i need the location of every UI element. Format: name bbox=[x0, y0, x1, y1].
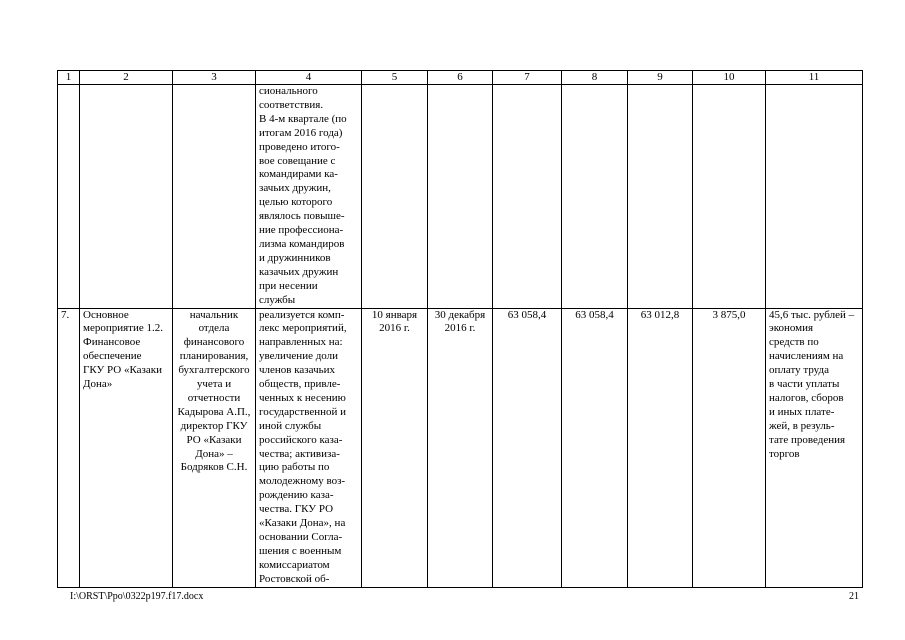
text-line: соответствия. bbox=[259, 98, 324, 111]
text-line: чества; активиза- bbox=[259, 447, 340, 460]
cell-lines bbox=[259, 309, 358, 587]
cell-lines bbox=[365, 309, 424, 587]
text-line: ГКУ РО «Казаки bbox=[83, 364, 162, 377]
table-cell bbox=[562, 85, 628, 309]
table-cell-value: 3 875,0 bbox=[693, 308, 766, 587]
text-line: РО «Казаки bbox=[186, 433, 242, 446]
column-number: 8 bbox=[562, 71, 628, 85]
text-line: начислениям на bbox=[769, 350, 844, 363]
text-line: обществ, привле- bbox=[259, 378, 341, 391]
column-number: 3 bbox=[173, 71, 256, 85]
text-line: «Казаки Дона», на bbox=[259, 517, 346, 530]
text-line: 10 января bbox=[371, 308, 418, 321]
cell-lines bbox=[769, 309, 859, 587]
text-line: директор ГКУ bbox=[180, 419, 248, 432]
table-cell bbox=[58, 85, 80, 309]
text-line: налогов, сборов bbox=[769, 391, 844, 404]
text-line: начальник bbox=[189, 308, 239, 321]
table-cell-note bbox=[766, 308, 863, 587]
text-line: средств по bbox=[769, 336, 819, 349]
table-cell bbox=[493, 85, 562, 309]
text-line: 2016 г. bbox=[379, 322, 410, 335]
text-line: финансового bbox=[183, 336, 245, 349]
table-cell bbox=[428, 85, 493, 309]
text-line: Ростовской об- bbox=[259, 572, 330, 585]
text-line: комиссариатом bbox=[259, 558, 330, 571]
text-line: чества. ГКУ РО bbox=[259, 503, 334, 516]
column-number: 2 bbox=[80, 71, 173, 85]
table-cell bbox=[766, 85, 863, 309]
text-line: основании Согла- bbox=[259, 531, 343, 543]
column-number: 1 bbox=[58, 71, 80, 85]
text-line: итогам 2016 года) bbox=[259, 126, 343, 139]
text-line: оплату труда bbox=[769, 364, 829, 377]
text-line: при несении bbox=[259, 279, 318, 292]
text-line: зачьих дружин, bbox=[259, 182, 331, 195]
column-number-row bbox=[58, 71, 863, 85]
text-line: Дона» bbox=[83, 378, 113, 391]
table-cell-description bbox=[256, 308, 362, 587]
text-line: 30 декабря bbox=[434, 308, 486, 321]
text-line: ченных к несению bbox=[259, 391, 346, 404]
text-line: мероприятие 1.2. bbox=[83, 322, 164, 335]
text-line: иной службы bbox=[259, 419, 322, 432]
footer-file-path: I:\ORST\Ppo\0322p197.f17.docx bbox=[70, 591, 204, 602]
text-line: сионального bbox=[259, 85, 318, 97]
text-line: цию работы по bbox=[259, 461, 330, 474]
column-number: 10 bbox=[693, 71, 766, 85]
cell-lines bbox=[176, 309, 252, 587]
text-line: молодежному воз- bbox=[259, 475, 346, 488]
table-cell-responsible bbox=[173, 308, 256, 587]
text-line: в части уплаты bbox=[769, 378, 840, 391]
text-line: целью которого bbox=[259, 196, 333, 209]
cell-lines bbox=[83, 309, 169, 587]
text-line: казачьих дружин bbox=[259, 265, 339, 278]
text-line: направленных на: bbox=[259, 336, 343, 349]
table-cell bbox=[173, 85, 256, 309]
text-line: проведено итого- bbox=[259, 140, 340, 153]
table-row-7 bbox=[58, 308, 863, 587]
table-cell-end-date bbox=[428, 308, 493, 587]
text-line: службы bbox=[259, 293, 296, 306]
table-cell-value: 63 058,4 bbox=[493, 308, 562, 587]
text-line: бухгалтерского bbox=[178, 364, 250, 377]
text-line: отчетности bbox=[187, 391, 241, 404]
text-line: Основное bbox=[83, 308, 129, 321]
column-number: 5 bbox=[362, 71, 428, 85]
text-line: тате проведения bbox=[769, 433, 846, 446]
text-line: Финансовое bbox=[83, 336, 141, 349]
column-number: 7 bbox=[493, 71, 562, 85]
text-line: ние профессиона- bbox=[259, 224, 344, 237]
text-line: и иных плате- bbox=[769, 405, 835, 418]
column-number: 9 bbox=[628, 71, 693, 85]
table-cell bbox=[628, 85, 693, 309]
text-line: шения с военным bbox=[259, 544, 342, 557]
text-line: вое совещание с bbox=[259, 154, 336, 167]
table-cell-description bbox=[256, 85, 362, 309]
text-line: командирами ка- bbox=[259, 168, 338, 181]
text-line: членов казачьих bbox=[259, 364, 336, 377]
text-line: являлось повыше- bbox=[259, 210, 345, 223]
table-cell-start-date bbox=[362, 308, 428, 587]
text-line: обеспечение bbox=[83, 350, 142, 363]
text-line: жей, в резуль- bbox=[769, 419, 835, 432]
text-line: экономия bbox=[769, 322, 814, 335]
page-number: 21 bbox=[849, 591, 859, 602]
text-line: учета и bbox=[196, 378, 232, 391]
table-cell-value: 63 012,8 bbox=[628, 308, 693, 587]
table-cell bbox=[693, 85, 766, 309]
text-line: Бодряков С.Н. bbox=[180, 461, 248, 474]
text-line: государственной и bbox=[259, 405, 347, 418]
column-number: 6 bbox=[428, 71, 493, 85]
text-line: рождению каза- bbox=[259, 489, 334, 502]
table-cell bbox=[80, 85, 173, 309]
row-number: 7. bbox=[58, 308, 80, 587]
text-line: лекс мероприятий, bbox=[259, 322, 347, 335]
report-table bbox=[57, 70, 863, 588]
column-number: 4 bbox=[256, 71, 362, 85]
text-line: российского каза- bbox=[259, 433, 343, 446]
text-line: реализуется комп- bbox=[259, 308, 345, 321]
text-line: и дружинников bbox=[259, 251, 331, 264]
text-line: лизма командиров bbox=[259, 237, 345, 250]
text-line: планирования, bbox=[179, 350, 249, 363]
table-row-continuation bbox=[58, 85, 863, 309]
text-line: Кадырова А.П., bbox=[177, 405, 251, 418]
text-line: 45,6 тыс. рублей – bbox=[769, 308, 855, 321]
table-cell-value: 63 058,4 bbox=[562, 308, 628, 587]
text-line: торгов bbox=[769, 447, 800, 460]
column-number: 11 bbox=[766, 71, 863, 85]
cell-lines bbox=[259, 85, 358, 308]
table-cell-measure bbox=[80, 308, 173, 587]
text-line: увеличение доли bbox=[259, 350, 339, 363]
text-line: В 4-м квартале (по bbox=[259, 112, 347, 125]
text-line: 2016 г. bbox=[444, 322, 476, 335]
text-line: Дона» – bbox=[195, 447, 233, 460]
text-line: отдела bbox=[198, 322, 230, 335]
table-cell bbox=[362, 85, 428, 309]
cell-lines bbox=[431, 309, 489, 587]
